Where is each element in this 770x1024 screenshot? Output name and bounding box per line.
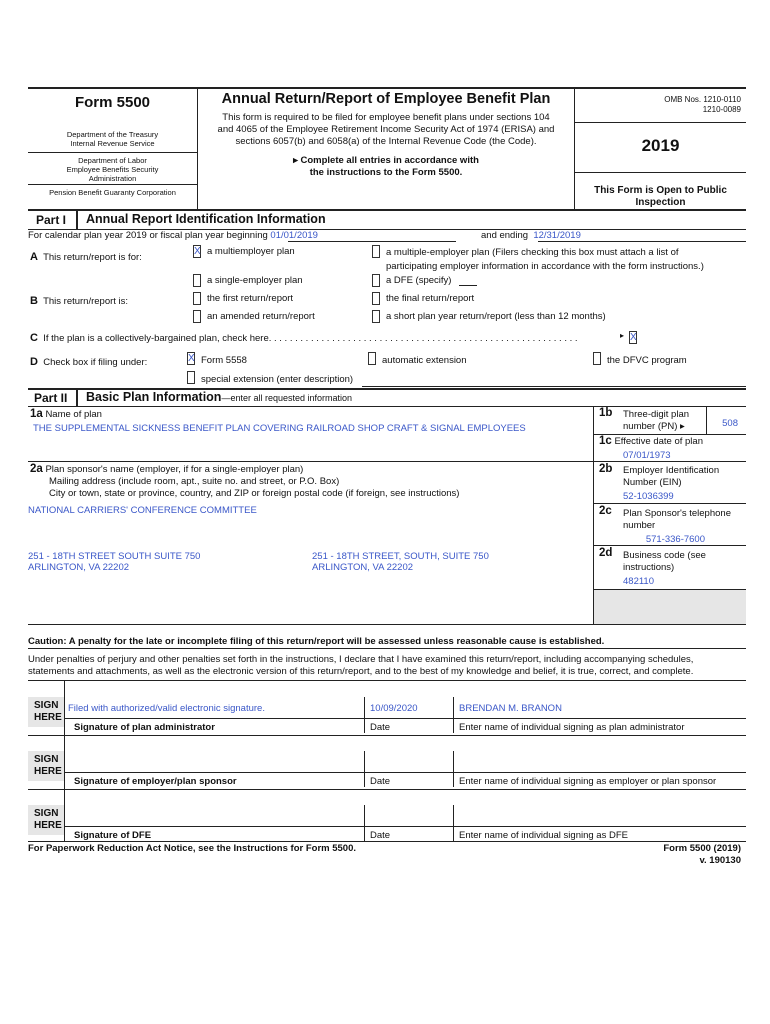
sig-sponsor-label: Signature of employer/plan sponsor — [74, 776, 237, 787]
multiemployer-checkbox[interactable]: X — [194, 246, 201, 257]
mailing-address-field[interactable]: 251 - 18TH STREET SOUTH SUITE 750 ARLINGTON, VA 22202 — [28, 551, 201, 573]
year-rule — [575, 172, 746, 173]
begin-underline — [288, 241, 456, 242]
footer-notice: For Paperwork Reduction Act Notice, see the Instructions for Form 5500. — [28, 843, 356, 854]
sign-col-b3 — [453, 805, 454, 841]
admin-signature-field[interactable]: Filed with authorized/valid electronic signature. — [68, 703, 265, 714]
item-c: C If the plan is a collectively-bargained plan, check here. . . . . . . . . . . . . . . . . . . . . . . . . . . . . . . . . . . . . . . . . . . . . . . . . . . . . . . . . . . — [30, 332, 578, 344]
sign-line-2[interactable] — [64, 772, 746, 773]
plan-year-end[interactable]: 12/31/2019 — [533, 230, 581, 241]
part1-top-rule — [28, 209, 746, 211]
plan-number-field[interactable]: 508 — [722, 418, 738, 429]
form-name: Form 5500 — [74, 94, 151, 111]
open-inspection: This Form is Open to Public Inspection — [594, 185, 727, 208]
collectively-bargained-checkbox[interactable]: X — [630, 332, 637, 343]
short-year-label: a short plan year return/report (less than 12 months) — [386, 311, 606, 322]
form5558-label: Form 5558 — [201, 355, 247, 366]
sign-here-1: SIGN HERE — [28, 697, 64, 727]
dfe-checkbox[interactable] — [372, 274, 380, 287]
plan-year-row: For calendar plan year 2019 or fiscal plan year beginning 01/01/2019 — [28, 230, 318, 241]
shaded-block — [594, 590, 746, 624]
caution-rule — [28, 648, 746, 649]
line-1c-rule — [593, 461, 746, 462]
form-year: 2019 — [641, 136, 680, 155]
part1-title: Annual Report Identification Information — [86, 212, 326, 226]
sign-col-b1 — [453, 697, 454, 733]
plan-name-field[interactable]: THE SUPPLEMENTAL SICKNESS BENEFIT PLAN COVERING RAILROAD SHOP CRAFT & SIGNAL EMPLOYEES — [33, 423, 526, 434]
part2-title-rule — [28, 406, 746, 407]
sign-top-rule — [28, 680, 746, 681]
name-sponsor-label: Enter name of individual signing as employer or plan sponsor — [459, 776, 717, 787]
item-d: D Check box if filing under: — [30, 356, 148, 368]
sign-here-2: SIGN HERE — [28, 751, 64, 781]
top-rule — [28, 87, 746, 89]
sponsor-name-field[interactable]: NATIONAL CARRIERS' CONFERENCE COMMITTEE — [28, 505, 257, 516]
sign-col-rule — [64, 681, 65, 841]
perjury-statement: Under penalties of perjury and other penalties set forth in the instructions, I declare that I have examined this return/report, including accompanying schedules, statements and attachments, as well as the electronic version of this return/report, and to the best of my knowledge and belief, it is true, correct, and complete. — [28, 654, 694, 677]
automatic-extension-label: automatic extension — [382, 355, 467, 366]
single-employer-label: a single-employer plan — [207, 275, 303, 286]
form-description: This form is required to be filed for employee benefit plans under sections 104 and 4065 of the Employee Retirement Income Security Act of 1974 (ERISA) and sections 6057(b) and 6058(a) of the Internal Revenue Code (the Code). — [217, 112, 555, 147]
sign-bottom-rule — [28, 841, 746, 842]
line-1a-label: 1a Name of plan — [30, 408, 102, 420]
line-2b-label: 2b Employer Identification Number (EIN) — [599, 463, 720, 488]
part2-tab: Part II — [28, 390, 78, 406]
special-extension-checkbox[interactable] — [187, 371, 195, 384]
line-2b-rule — [593, 503, 746, 504]
date-label-2: Date — [370, 776, 391, 787]
line-2a-label: 2a Plan sponsor's name (employer, if for a single-employer plan) Mailing address (include room, apt., suite no. and street, or P.O. Box) City or town, state or province, country, and ZIP or foreign postal code (if foreign, see instructions) — [30, 463, 460, 499]
header-divider-left — [197, 89, 198, 210]
sign-col-b2 — [453, 751, 454, 787]
amended-label: an amended return/report — [207, 311, 315, 322]
dfe-specify-field[interactable] — [459, 285, 477, 286]
date-label-3: Date — [370, 830, 391, 841]
part2-bottom-rule — [28, 624, 746, 625]
name-admin-label: Enter name of individual signing as plan administrator — [459, 722, 685, 733]
sign-col-a2 — [364, 751, 365, 787]
line-2d-label: 2d Business code (see instructions) — [599, 547, 706, 573]
line-2c-label: 2c Plan Sponsor's telephone number — [599, 505, 731, 531]
ein-field[interactable]: 52-1036399 — [623, 491, 674, 502]
line-1a-rule — [28, 461, 593, 462]
special-extension-label: special extension (enter description) — [201, 374, 354, 385]
effective-date-field[interactable]: 07/01/1973 — [623, 450, 671, 461]
special-extension-field[interactable] — [362, 386, 746, 387]
triangle-right-icon: ▸ — [680, 421, 685, 432]
business-code-field[interactable]: 482110 — [623, 576, 654, 587]
admin-date-field[interactable]: 10/09/2020 — [370, 703, 418, 714]
footer-form-id: Form 5500 (2019) v. 190130 — [663, 843, 741, 866]
triangle-right-icon: ▸ — [293, 155, 301, 166]
single-employer-checkbox[interactable] — [193, 274, 201, 287]
sign-here-3: SIGN HERE — [28, 805, 64, 835]
dept-treasury: Department of the Treasury Internal Revenue Service — [66, 130, 159, 148]
dfvc-label: the DFVC program — [607, 355, 687, 366]
final-return-label: the final return/report — [386, 293, 475, 304]
sign-sep-1 — [28, 735, 746, 736]
telephone-field[interactable]: 571-336-7600 — [645, 534, 705, 545]
dfvc-checkbox[interactable] — [593, 352, 601, 365]
dfe-label: a DFE (specify) — [386, 275, 452, 286]
instructions-note: ▸ Complete all entries in accordance with the instructions to the Form 5500. — [293, 155, 479, 178]
sign-col-a1 — [364, 697, 365, 733]
sign-sep-2 — [28, 789, 746, 790]
triangle-right-icon: ▸ — [620, 331, 625, 340]
line-2c-rule — [593, 545, 746, 546]
final-return-checkbox[interactable] — [372, 292, 380, 305]
line-1c-label: 1c Effective date of plan — [599, 435, 703, 447]
part1-tab: Part I — [28, 211, 78, 229]
location-address-field[interactable]: 251 - 18TH STREET, SOUTH, SUITE 750 ARLINGTON, VA 22202 — [312, 551, 489, 573]
sig-admin-label: Signature of plan administrator — [74, 722, 215, 733]
date-label-1: Date — [370, 722, 391, 733]
dept-labor: Department of Labor Employee Benefits Security Administration — [66, 156, 159, 183]
item-b: B This return/report is: — [30, 295, 129, 307]
sign-line-3[interactable] — [64, 826, 746, 827]
sig-dfe-label: Signature of DFE — [74, 830, 152, 841]
header-rule-b — [28, 184, 197, 185]
omb-number: OMB Nos. 1210-0110 1210-0089 — [664, 95, 741, 114]
first-return-checkbox[interactable] — [193, 292, 201, 305]
end-underline — [538, 241, 746, 242]
sign-line-1 — [64, 718, 746, 719]
pbgc: Pension Benefit Guaranty Corporation — [49, 188, 176, 197]
multiemployer-label: a multiemployer plan — [207, 246, 295, 257]
sign-col-a3 — [364, 805, 365, 841]
plan-year-end-row: and ending 12/31/2019 — [481, 230, 581, 241]
automatic-extension-checkbox[interactable] — [368, 352, 376, 365]
multiple-employer-label: a multiple-employer plan (Filers checking this box must attach a list of participating employer information in accordance with the form instructions.) — [386, 247, 704, 272]
caution-title: Caution: A penalty for the late or incomplete filing of this return/report will be assessed unless reasonable cause is established. — [28, 636, 605, 647]
line-1b-label: 1b Three-digit plan number (PN) ▸ — [599, 407, 690, 432]
amended-checkbox[interactable] — [193, 310, 201, 323]
name-dfe-label: Enter name of individual signing as DFE — [459, 830, 628, 841]
first-return-label: the first return/report — [207, 293, 294, 304]
short-year-checkbox[interactable] — [372, 310, 380, 323]
omb-rule — [575, 122, 746, 123]
form-title: Annual Return/Report of Employee Benefit Plan — [221, 91, 551, 107]
multiple-employer-checkbox[interactable] — [372, 245, 380, 258]
admin-name-field[interactable]: BRENDAN M. BRANON — [459, 703, 562, 714]
form5558-checkbox[interactable]: X — [188, 353, 195, 364]
header-rule-a — [28, 152, 197, 153]
plan-year-begin[interactable]: 01/01/2019 — [270, 230, 318, 241]
part2-title: Basic Plan Information—enter all requested information — [86, 390, 353, 404]
item-a: A This return/report is for: — [30, 251, 142, 263]
